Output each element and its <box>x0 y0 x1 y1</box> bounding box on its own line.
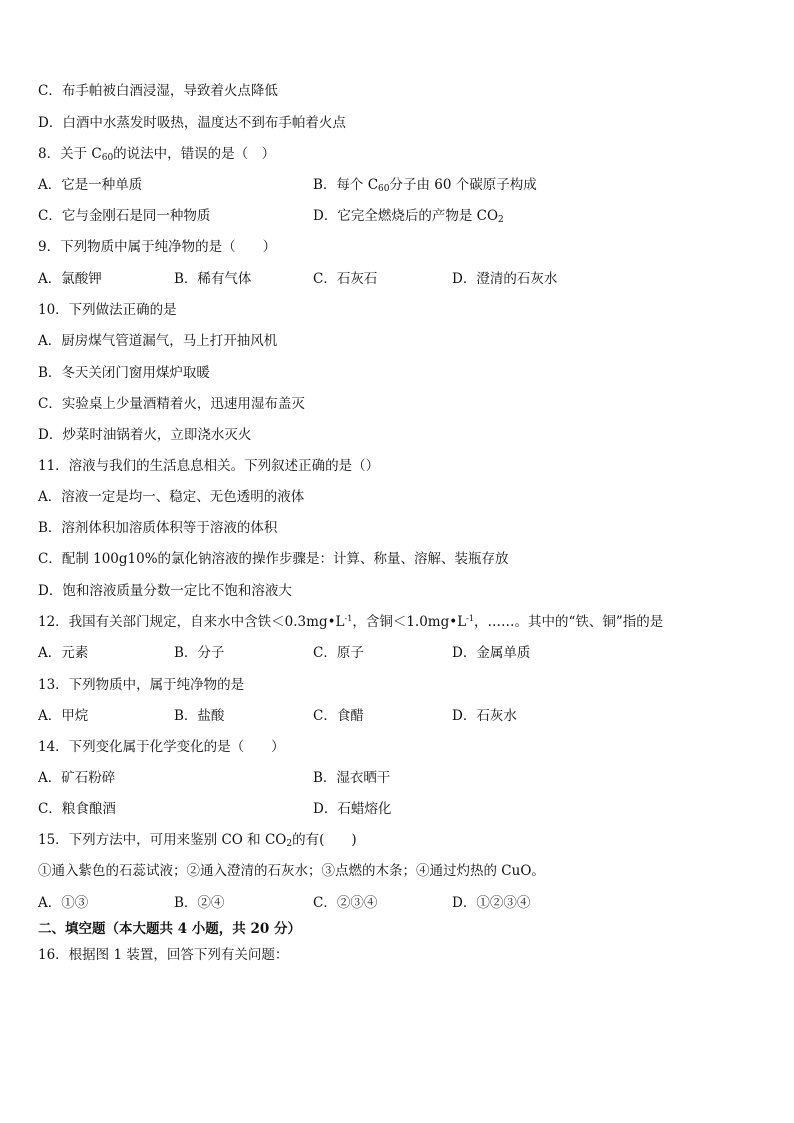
q15-stem-text-end: 的有( ) <box>292 832 357 848</box>
q8-stem-subscript: 60 <box>101 153 114 163</box>
q10-stem: 10．下列做法正确的是 <box>38 302 177 318</box>
q12-option-d: D．金属单质 <box>452 645 531 661</box>
q14-option-a: A．矿石粉碎 <box>38 770 116 786</box>
q14-option-c: C．粮食酿酒 <box>38 801 116 817</box>
q12-superscript-1: -1 <box>344 614 353 623</box>
q13-stem: 13．下列物质中，属于纯净物的是 <box>38 677 245 693</box>
q15-option-c: C．②③④ <box>313 895 378 911</box>
q15-stem-subscript: 2 <box>286 839 293 849</box>
q13-option-b: B．盐酸 <box>174 708 225 724</box>
q12-option-a: A．元素 <box>38 645 89 661</box>
q12-option-b: B．分子 <box>174 645 225 661</box>
q12-stem-text: 12．我国有关部门规定，自来水中含铁＜0.3mg•L <box>38 614 345 630</box>
q12-stem-text-3: ，……。其中的“铁、铜”指的是 <box>473 614 664 630</box>
q12-option-c: C．原子 <box>313 645 364 661</box>
q8-option-b-subscript: 60 <box>378 184 390 194</box>
q9-option-d: D．澄清的石灰水 <box>452 271 558 287</box>
q8-option-a: A．它是一种单质 <box>38 177 143 193</box>
q8-option-d <box>313 207 504 225</box>
q7-option-c: C．布手帕被白酒浸湿，导致着火点降低 <box>38 83 278 99</box>
q8-option-c: C．它与金刚石是同一种物质 <box>38 208 211 224</box>
q8-option-b <box>313 176 537 194</box>
q8-option-b-text-end: 分子由 60 个碳原子构成 <box>389 177 537 193</box>
q12-superscript-2: -1 <box>466 614 474 623</box>
q10-option-c: C．实验桌上少量酒精着火，迅速用湿布盖灭 <box>38 396 305 412</box>
q11-option-d: D．饱和溶液质量分数一定比不饱和溶液大 <box>38 583 292 599</box>
q12-stem-text-2: ，含铜＜1.0mg•L <box>352 614 467 630</box>
q15-methods: ①通入紫色的石蕊试液；②通入澄清的石灰水；③点燃的木条；④通过灼热的 CuO。 <box>38 863 545 879</box>
q13-option-c: C．食醋 <box>313 708 364 724</box>
q9-stem: 9．下列物质中属于纯净物的是（ ） <box>38 239 277 255</box>
q8-stem-text-end: 的说法中，错误的是（ ） <box>113 146 276 162</box>
q8-option-b-text: B．每个 C <box>313 177 379 193</box>
q9-option-c: C．石灰石 <box>313 271 378 287</box>
q12-stem <box>38 613 663 631</box>
q15-option-b: B．②④ <box>174 895 225 911</box>
q9-option-b: B．稀有气体 <box>174 271 252 287</box>
q16-stem: 16．根据图 1 装置，回答下列有关问题： <box>38 947 289 963</box>
q7-option-d: D．白酒中水蒸发时吸热，温度达不到布手帕着火点 <box>38 115 346 131</box>
q10-option-a: A．厨房煤气管道漏气，马上打开抽风机 <box>38 333 278 349</box>
section-heading: 二、填空题（本大题共 4 小题，共 20 分） <box>38 921 301 937</box>
q8-stem <box>38 145 275 163</box>
q8-stem-text: 8．关于 C <box>38 146 102 162</box>
q10-option-b: B．冬天关闭门窗用煤炉取暖 <box>38 365 210 381</box>
q14-option-b: B．湿衣晒干 <box>313 770 391 786</box>
q11-stem: 11．溶液与我们的生活息息相关。下列叙述正确的是（） <box>38 458 380 474</box>
q10-option-d: D．炒菜时油锅着火，立即浇水灭火 <box>38 427 252 443</box>
q13-option-d: D．石灰水 <box>452 708 517 724</box>
q15-option-a: A．①③ <box>38 895 89 911</box>
q14-option-d: D．石蜡熔化 <box>313 801 392 817</box>
q14-stem: 14．下列变化属于化学变化的是（ ） <box>38 739 285 755</box>
q8-option-d-text: D．它完全燃烧后的产物是 CO <box>313 208 499 224</box>
q11-option-c: C．配制 100g10%的氯化钠溶液的操作步骤是：计算、称量、溶解、装瓶存放 <box>38 551 509 567</box>
q8-option-d-subscript: 2 <box>498 215 504 225</box>
q9-option-a: A．氯酸钾 <box>38 271 102 287</box>
q13-option-a: A．甲烷 <box>38 708 89 724</box>
q15-option-d: D．①②③④ <box>452 895 531 911</box>
q15-stem <box>38 831 357 849</box>
q11-option-b: B．溶剂体积加溶质体积等于溶液的体积 <box>38 520 278 536</box>
q11-option-a: A．溶液一定是均一、稳定、无色透明的液体 <box>38 489 305 505</box>
q15-stem-text: 15．下列方法中，可用来鉴别 CO 和 CO <box>38 832 287 848</box>
